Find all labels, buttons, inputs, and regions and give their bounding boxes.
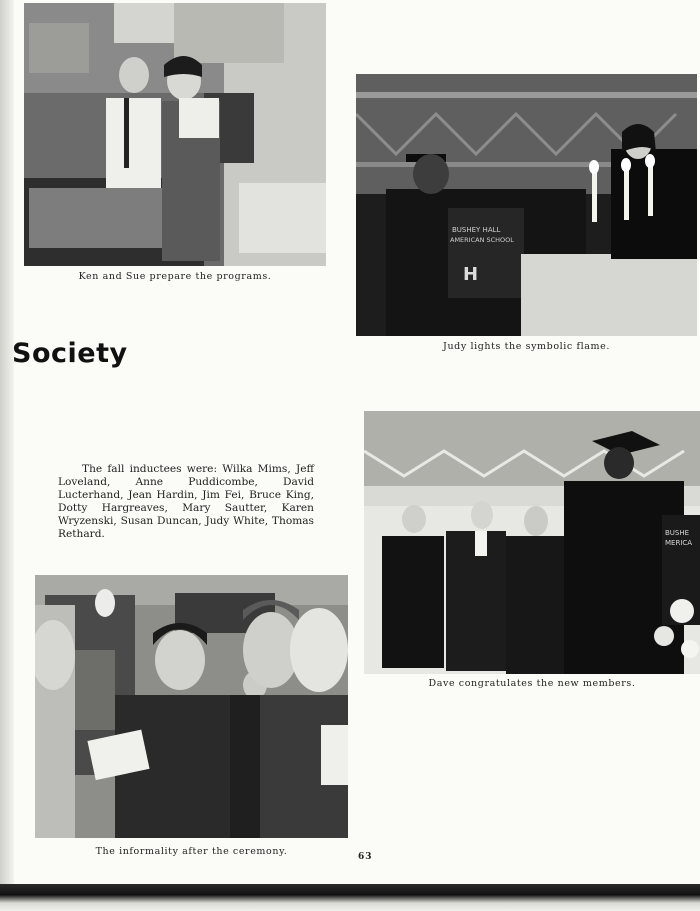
section-title: Society xyxy=(12,338,128,369)
podium-text-line2: MERICA xyxy=(665,539,693,547)
caption-informality: The informality after the ceremony. xyxy=(95,846,288,857)
page-binding-edge xyxy=(0,0,14,911)
page-bottom-edge xyxy=(0,884,700,911)
podium-text-line1: BUSHE xyxy=(665,529,690,537)
caption-programs: Ken and Sue prepare the programs. xyxy=(78,271,272,282)
podium-text-crest: H xyxy=(463,264,479,285)
inductees-paragraph xyxy=(58,463,314,541)
podium-text-line2: AMERICAN SCHOOL xyxy=(450,236,514,244)
caption-congratulates: Dave congratulates the new members. xyxy=(428,678,636,689)
page-number: 63 xyxy=(358,852,373,862)
inductees-text: The fall inductees were: Wilka Mims, Jeff Loveland, Anne Puddicombe, David Lucterhand, Jean Hardin, Jim Fei, Bruce King, Dotty Hargreaves, Mary Sautter, Karen Wryzenski, Susan Duncan, Judy White, Thomas Rethard. xyxy=(58,463,314,540)
caption-flame: Judy lights the symbolic flame. xyxy=(443,341,610,352)
photo-flame-image xyxy=(356,74,697,336)
photo-programs-image xyxy=(24,3,326,266)
photo-congratulates xyxy=(364,411,700,674)
photo-flame xyxy=(356,74,697,336)
photo-informality xyxy=(35,575,348,838)
podium-text-line1: BUSHEY HALL xyxy=(452,226,501,234)
photo-programs xyxy=(24,3,326,266)
photo-informality-image xyxy=(35,575,348,838)
photo-congratulates-image xyxy=(364,411,700,674)
